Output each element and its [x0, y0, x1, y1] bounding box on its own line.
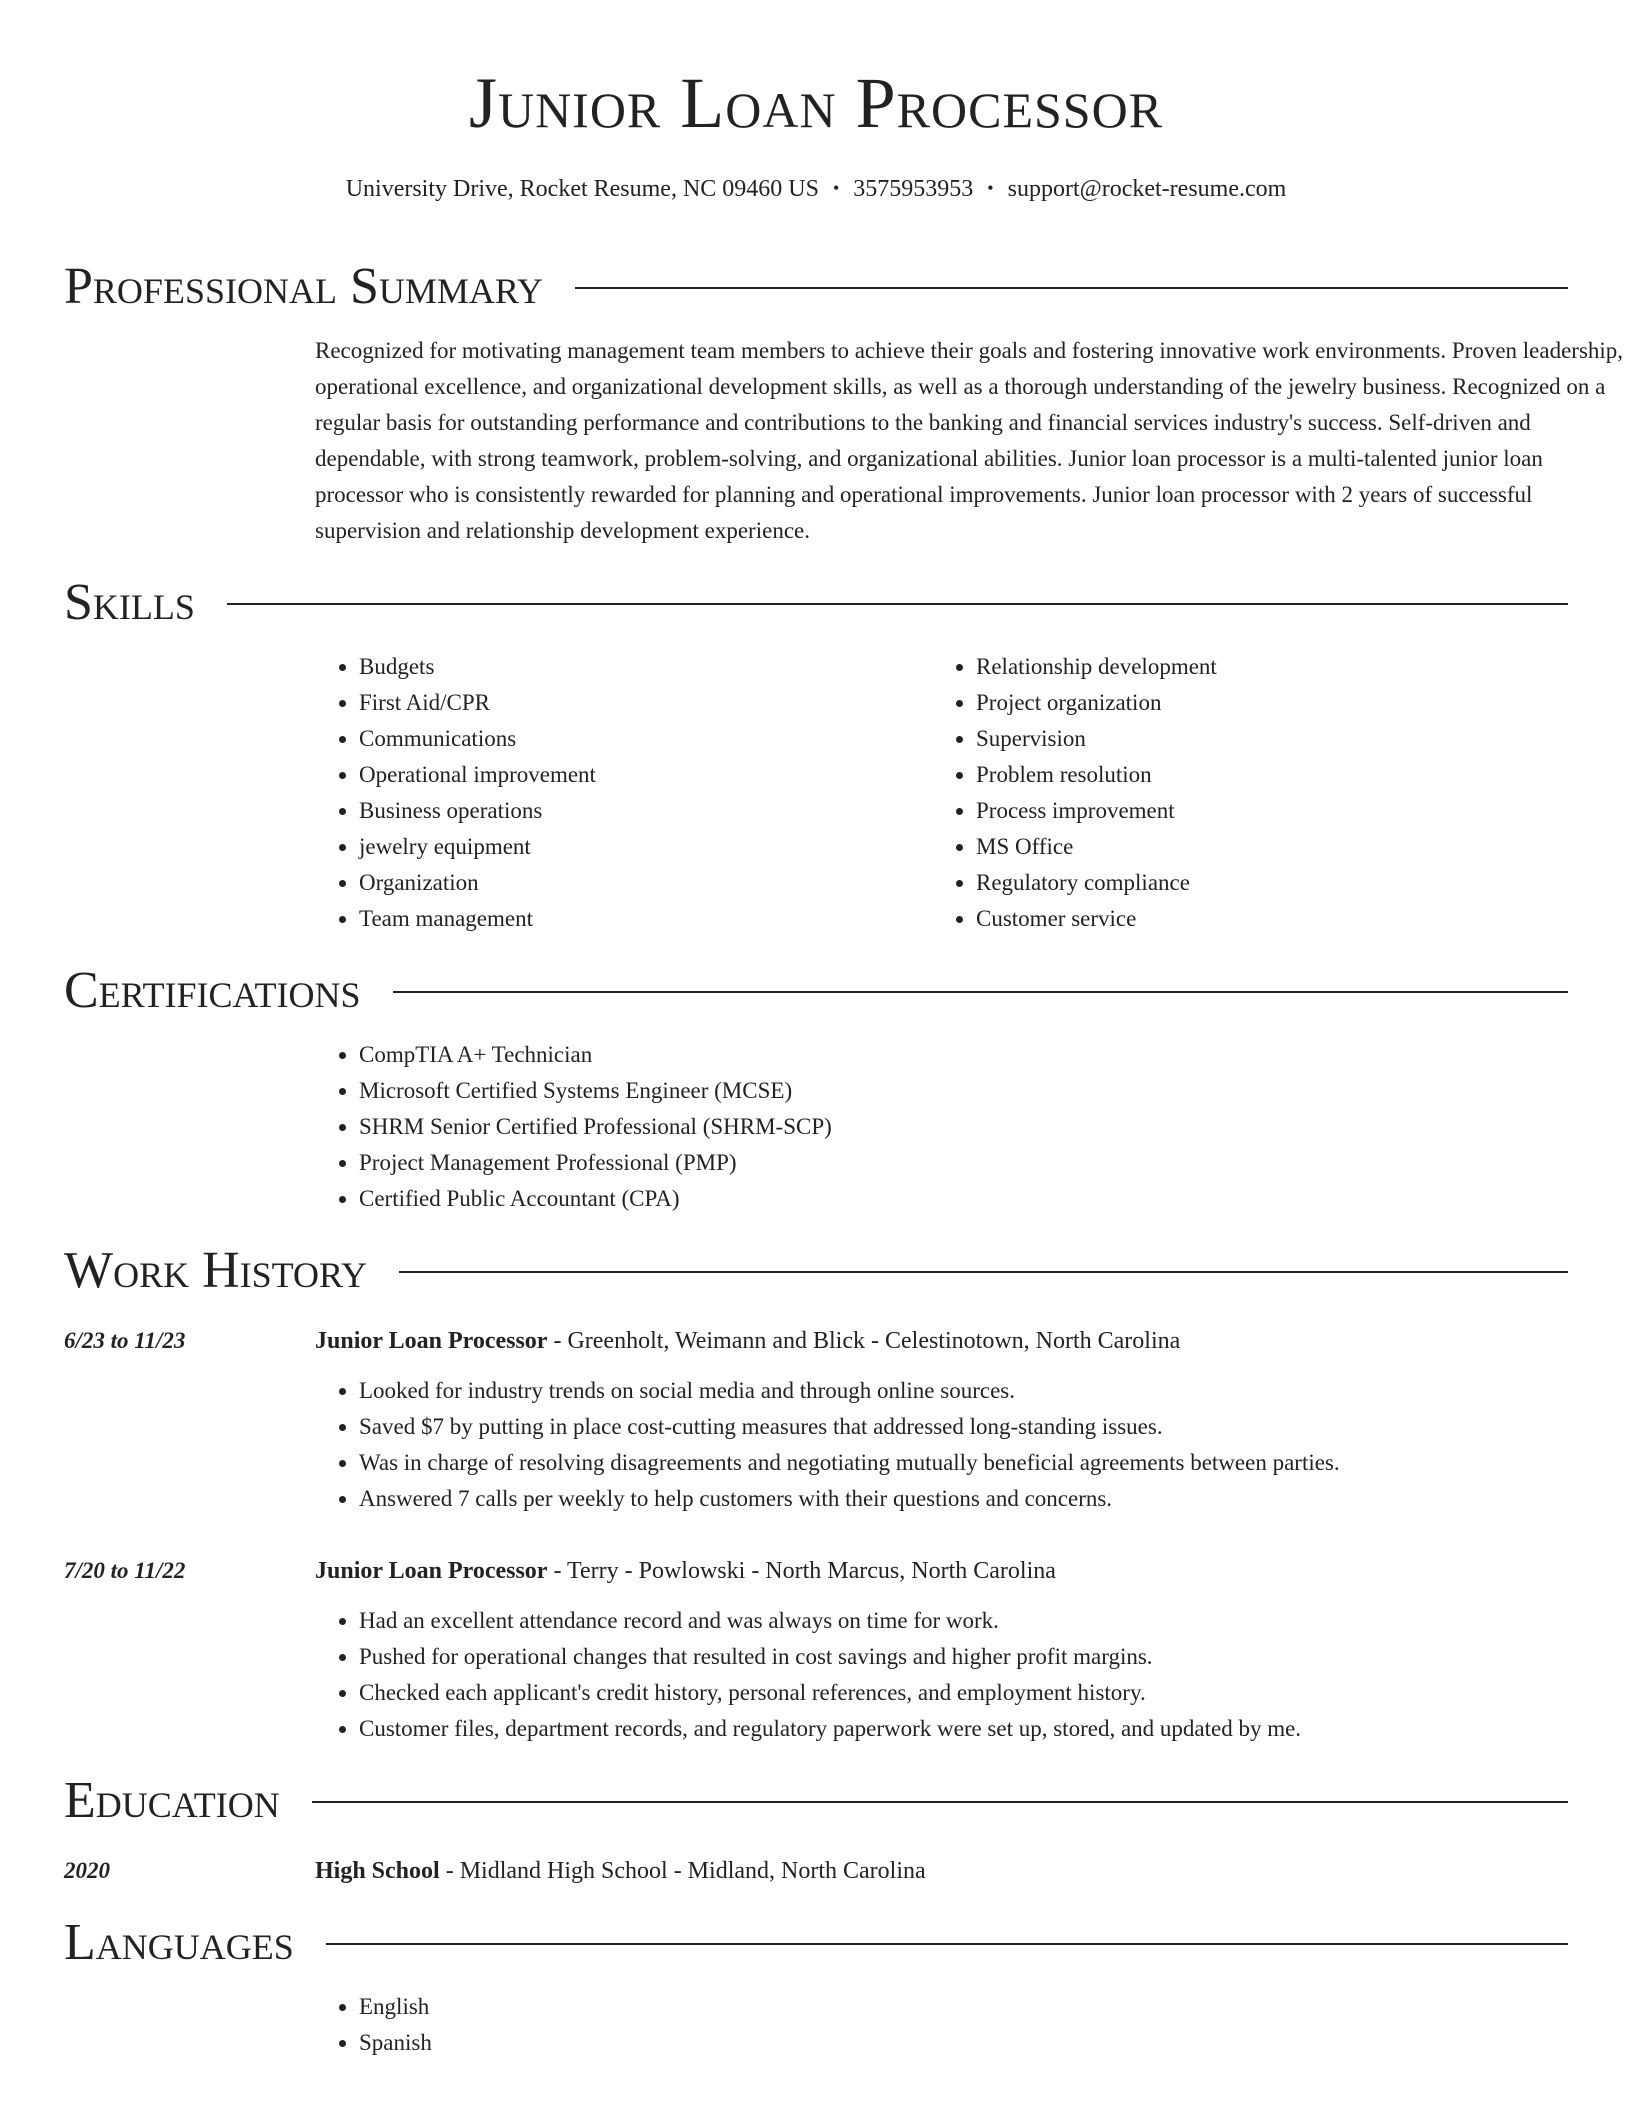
education-school: - Midland High School - Midland, North Carolina [439, 1857, 926, 1884]
contact-phone: 3575953953 [853, 175, 974, 202]
contact-line [64, 176, 1568, 203]
section-title: Professional Summary [64, 257, 543, 315]
skill-item: • Supervision [976, 721, 1549, 757]
job-bullet: • Pushed for operational changes that resulted in cost savings and higher profit margins. [359, 1639, 1568, 1675]
education-section [64, 1761, 1568, 1889]
job-dates: 6/23 to 11/23 [64, 1327, 186, 1353]
skill-item: • MS Office [976, 829, 1549, 865]
skill-item: • Team management [359, 901, 932, 937]
contact-address: University Drive, Rocket Resume, NC 09460 US [345, 175, 819, 202]
section-title: Education [64, 1771, 280, 1829]
skill-item: • Operational improvement [359, 757, 932, 793]
skills-section [64, 563, 1568, 937]
summary-section [64, 247, 1624, 549]
skills-column-left [315, 649, 932, 937]
section-title: Work History [64, 1241, 368, 1299]
skill-item: • Business operations [359, 793, 932, 829]
contact-separator: • [987, 177, 994, 198]
section-divider [227, 603, 1568, 605]
certifications-section [64, 951, 1568, 1217]
job-body [315, 1323, 1568, 1517]
job-dates: 7/20 to 11/22 [64, 1557, 186, 1583]
education-year: 2020 [64, 1857, 110, 1883]
job-body [315, 1553, 1568, 1747]
job-heading [315, 1323, 1568, 1359]
education-body [315, 1853, 1568, 1889]
skill-item: • First Aid/CPR [359, 685, 932, 721]
job-employer: - Terry - Powlowski - North Marcus, North Carolina [547, 1557, 1056, 1584]
skill-item: • jewelry equipment [359, 829, 932, 865]
skills-list [315, 649, 1568, 937]
candidate-name: Junior Loan Processor [468, 63, 1164, 143]
job-bullet: • Customer files, department records, and regulatory paperwork were set up, stored, and updated by me. [359, 1711, 1568, 1747]
contact-separator: • [832, 177, 840, 198]
job-bullet: • Had an excellent attendance record and was always on time for work. [359, 1603, 1568, 1639]
summary-text: Recognized for motivating management team members to achieve their goals and fostering innovative work environments. Proven leadership, operational excellence, and organizational development skills, as well as a thorough understanding of the jewelry business. Recognized on a regular basis for outstanding performance and contributions to the banking and financial services industry's success. Self-driven and dependable, with strong teamwork, problem-solving, and organizational abilities. Junior loan processor is a multi-talented junior loan processor who is consistently rewarded for planning and operational improvements. Junior loan processor with 2 years of successful supervision and relationship development experience. [315, 337, 1624, 543]
section-divider [575, 287, 1568, 289]
education-heading [315, 1853, 1568, 1889]
summary-header [64, 247, 1568, 327]
section-divider [399, 1271, 1568, 1273]
skill-item: • Budgets [359, 649, 932, 685]
skill-item: • Problem resolution [976, 757, 1549, 793]
job-bullet: • Checked each applicant's credit history, personal references, and employment history. [359, 1675, 1568, 1711]
skill-item: • Regulatory compliance [976, 865, 1549, 901]
skill-item: • Process improvement [976, 793, 1549, 829]
job-bullet: • Answered 7 calls per weekly to help customers with their questions and concerns. [359, 1481, 1568, 1517]
section-title: Skills [64, 573, 195, 631]
skill-item: • Organization [359, 865, 932, 901]
job-bullet: • Saved $7 by putting in place cost-cutting measures that addressed long-standing issues. [359, 1409, 1568, 1445]
job-role: Junior Loan Processor [315, 1557, 548, 1584]
job-heading [315, 1553, 1568, 1589]
skill-item: • Relationship development [976, 649, 1549, 685]
languages-list [315, 1989, 1568, 2061]
section-title: Certifications [64, 961, 361, 1019]
certification-item: • CompTIA A+ Technician [359, 1037, 1568, 1073]
certification-item: • Project Management Professional (PMP) [359, 1145, 1568, 1181]
education-header [64, 1761, 1568, 1841]
skills-column-right [932, 649, 1549, 937]
job-entry [64, 1553, 1568, 1747]
certification-item: • SHRM Senior Certified Professional (SHRM-SCP) [359, 1109, 1568, 1145]
section-divider [393, 991, 1568, 993]
languages-section [64, 1903, 1568, 2061]
job-bullet: • Was in charge of resolving disagreements and negotiating mutually beneficial agreements between parties. [359, 1445, 1568, 1481]
certification-item: • Certified Public Accountant (CPA) [359, 1181, 1568, 1217]
skills-header [64, 563, 1568, 643]
certification-item: • Microsoft Certified Systems Engineer (MCSE) [359, 1073, 1568, 1109]
job-entry [64, 1323, 1568, 1517]
skill-item: • Communications [359, 721, 932, 757]
work-history-header [64, 1231, 1568, 1311]
section-title: Languages [64, 1913, 294, 1971]
section-divider [326, 1943, 1568, 1945]
section-divider [312, 1801, 1568, 1803]
job-bullet: • Looked for industry trends on social media and through online sources. [359, 1373, 1568, 1409]
education-degree: High School [315, 1857, 440, 1884]
skill-item: • Customer service [976, 901, 1549, 937]
languages-header [64, 1903, 1568, 1983]
education-entry [64, 1853, 1568, 1889]
certifications-header [64, 951, 1568, 1031]
skill-item: • Project organization [976, 685, 1549, 721]
language-item: • English [359, 1989, 1568, 2025]
work-history-section [64, 1231, 1568, 1747]
contact-email[interactable]: support@rocket-resume.com [1007, 175, 1287, 202]
certifications-list [315, 1037, 1568, 1217]
language-item: • Spanish [359, 2025, 1568, 2061]
job-role: Junior Loan Processor [315, 1327, 548, 1354]
job-employer: - Greenholt, Weimann and Blick - Celestinotown, North Carolina [547, 1327, 1181, 1354]
